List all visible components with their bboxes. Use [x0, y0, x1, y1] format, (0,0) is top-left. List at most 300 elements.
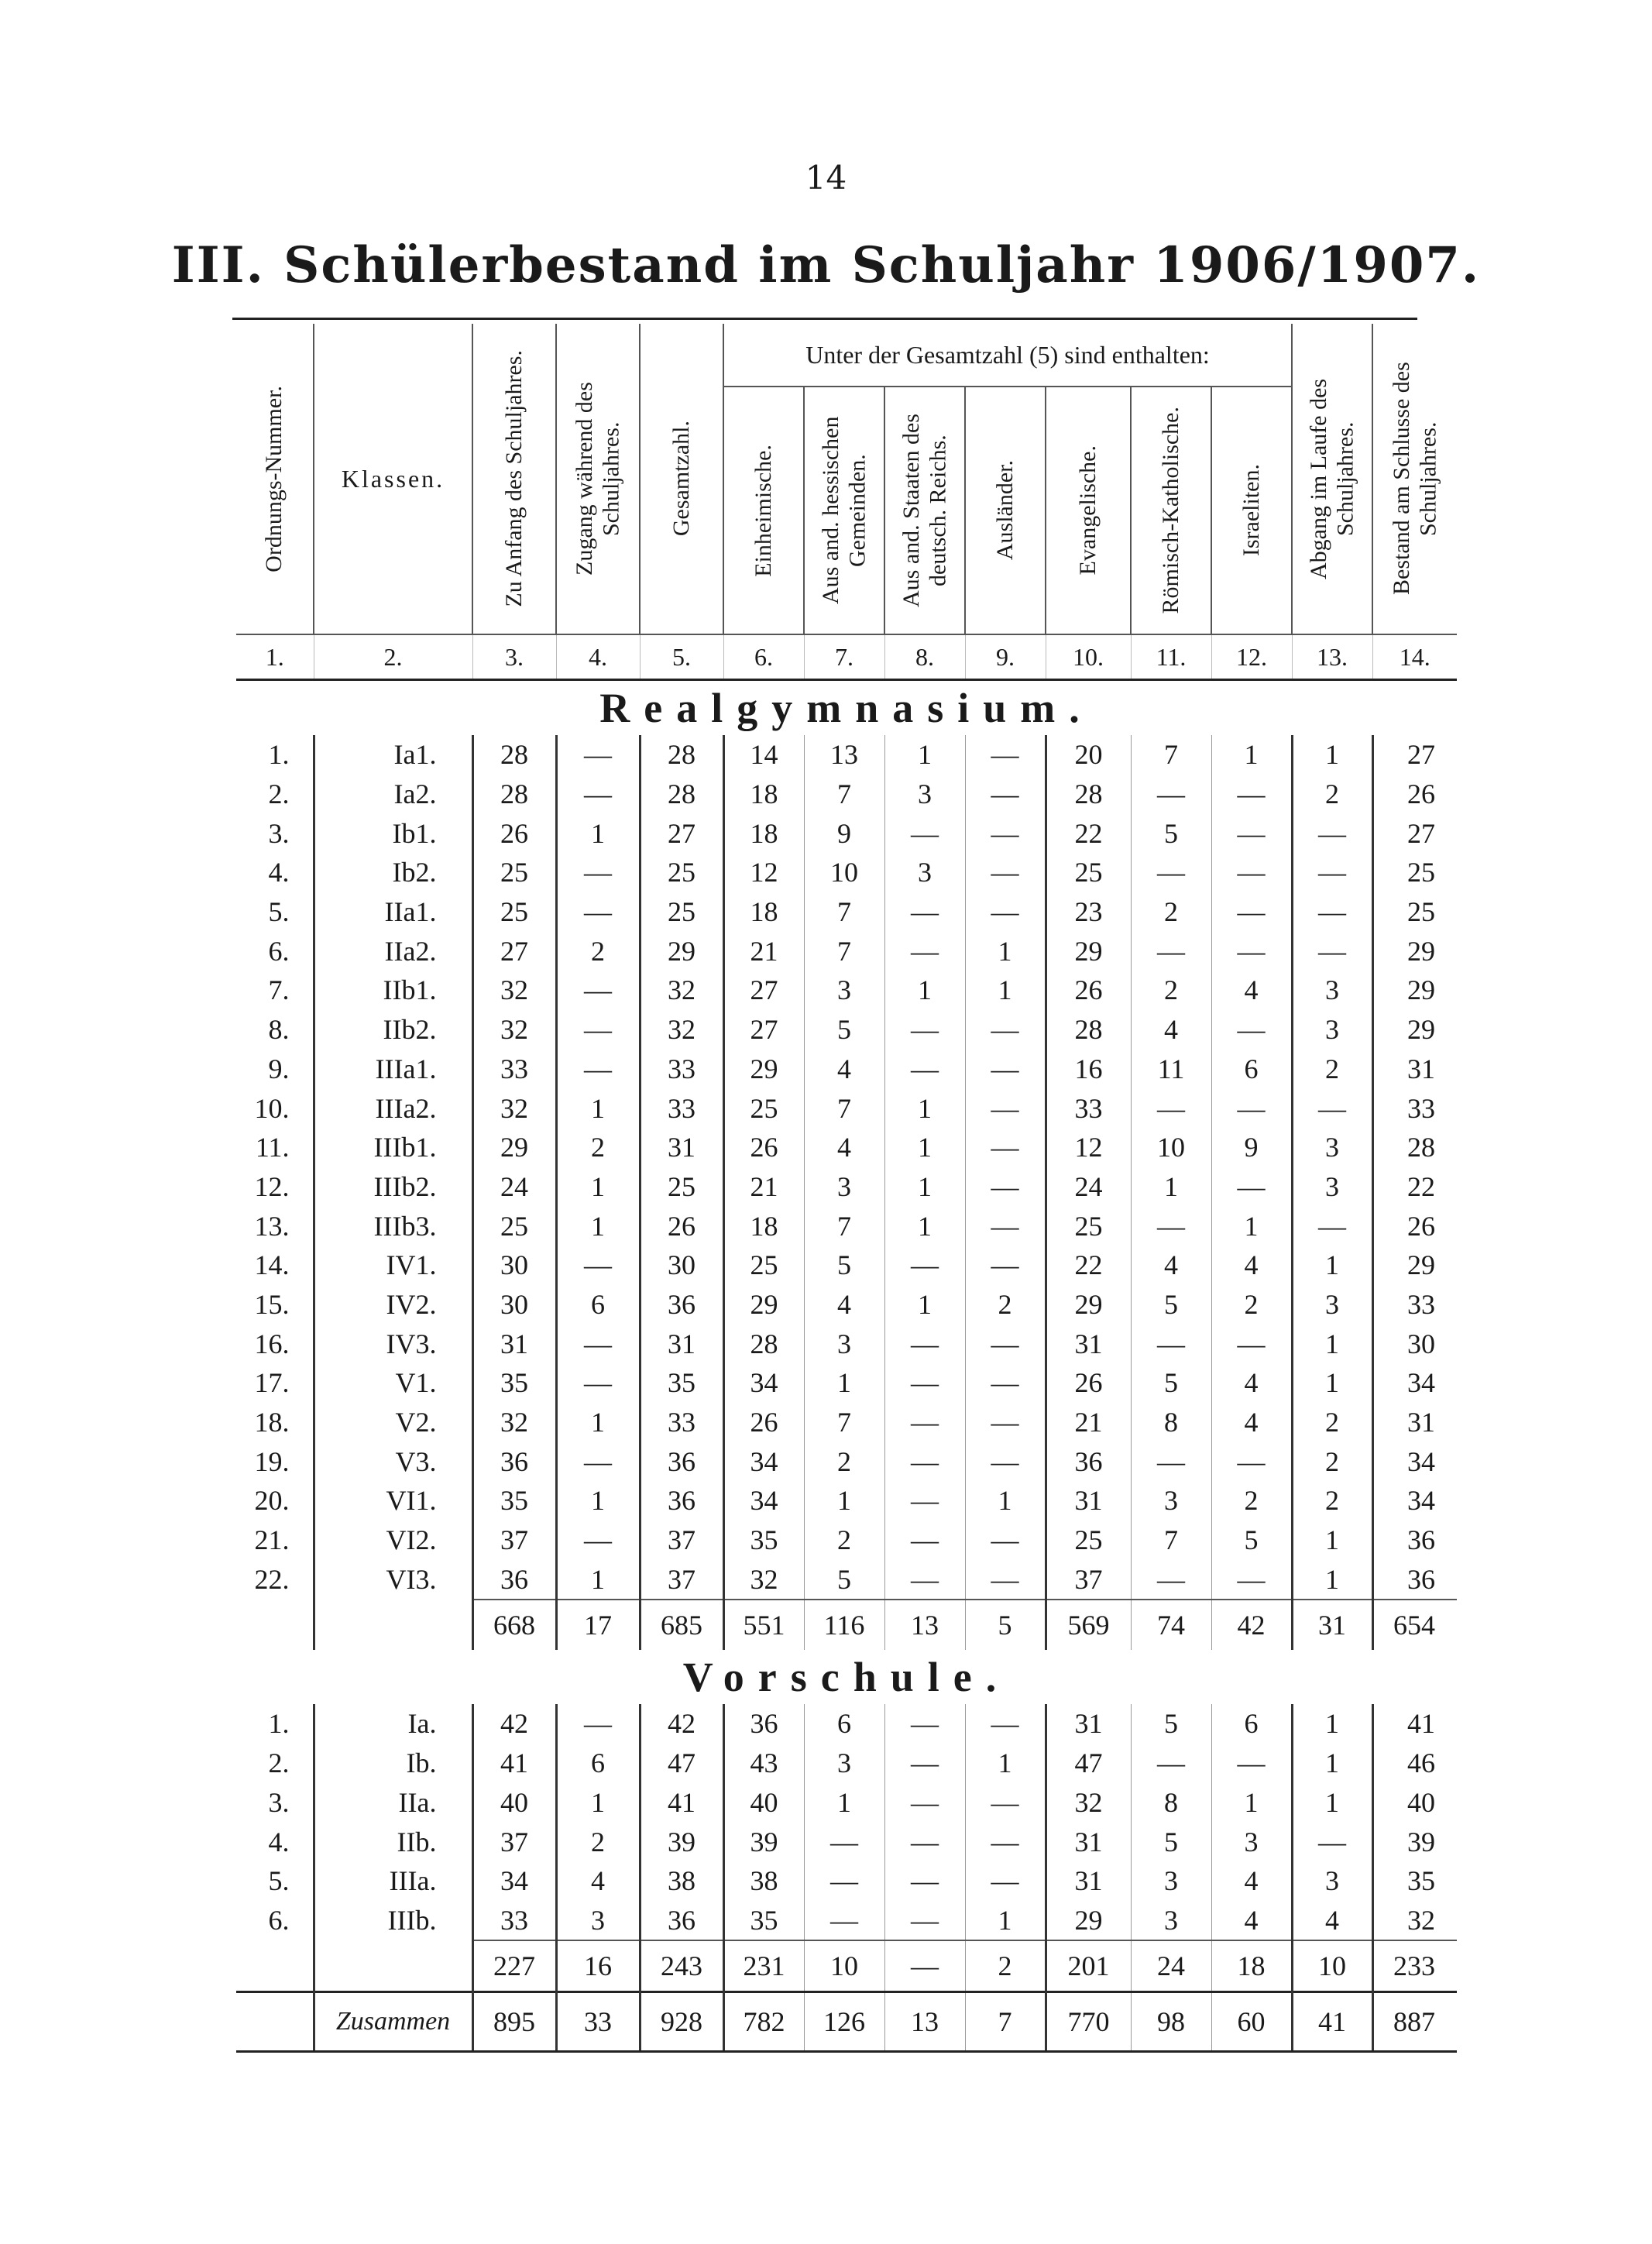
table-cell: —	[884, 1010, 965, 1050]
class-name: IIb.	[314, 1822, 472, 1861]
table-cell: —	[804, 1901, 884, 1941]
header-israeliten: Israeliten.	[1211, 387, 1292, 634]
table-cell: 37	[640, 1521, 723, 1560]
table-cell: 31	[1046, 1861, 1131, 1901]
table-cell: —	[965, 1246, 1046, 1285]
column-number: 7.	[804, 634, 884, 680]
table-cell: 3	[1292, 1285, 1372, 1325]
table-cell: —	[884, 1481, 965, 1521]
table-cell: 5	[804, 1559, 884, 1600]
table-cell: 35	[640, 1363, 723, 1403]
sum-cell: 116	[804, 1600, 884, 1650]
table-row	[236, 1744, 1457, 1783]
table-cell: 37	[472, 1521, 556, 1560]
table-cell: —	[965, 1783, 1046, 1823]
table-cell: 29	[1046, 1901, 1131, 1941]
table-cell: —	[556, 1442, 640, 1481]
sum-cell: 31	[1292, 1600, 1372, 1650]
table-cell: 1	[1211, 1206, 1292, 1246]
sum-cell: 18	[1211, 1940, 1292, 1992]
table-cell: 2	[556, 1128, 640, 1167]
table-cell: 1	[804, 1481, 884, 1521]
table-cell: —	[1211, 1088, 1292, 1128]
table-cell: 5	[1131, 1363, 1211, 1403]
table-cell: 37	[640, 1559, 723, 1600]
total-cell: 7	[965, 1992, 1046, 2052]
row-number: 13.	[236, 1206, 314, 1246]
table-cell: —	[965, 1167, 1046, 1207]
table-cell: —	[1211, 1442, 1292, 1481]
sum-cell: 2	[965, 1940, 1046, 1992]
table-cell: 32	[640, 1010, 723, 1050]
table-cell: 29	[1407, 1014, 1436, 1046]
table-cell: 39	[640, 1822, 723, 1861]
table-cell: 28	[472, 775, 556, 814]
table-cell: 1	[804, 1363, 884, 1403]
row-number: 3.	[236, 1783, 314, 1823]
table-cell: —	[1131, 1324, 1211, 1363]
table-row	[236, 1167, 1457, 1207]
table-cell: 35	[472, 1363, 556, 1403]
table-cell: 30	[472, 1285, 556, 1325]
table-cell: —	[965, 1010, 1046, 1050]
enrollment-table	[236, 324, 1457, 2053]
table-cell: 25	[472, 853, 556, 892]
row-number: 17.	[236, 1363, 314, 1403]
sum-cell: 13	[884, 1600, 965, 1650]
table-cell: 26	[1407, 778, 1436, 810]
table-cell: 36	[1407, 1524, 1436, 1556]
table-cell: 30	[472, 1246, 556, 1285]
table-cell: 2	[1131, 892, 1211, 932]
sum-cell: 654	[1372, 1600, 1457, 1650]
table-row	[236, 931, 1457, 971]
table-cell: 16	[1046, 1050, 1131, 1089]
table-cell: 39	[723, 1822, 804, 1861]
table-cell: 31	[1046, 1481, 1131, 1521]
table-cell: —	[556, 1521, 640, 1560]
table-cell: —	[1131, 1206, 1211, 1246]
table-cell: 5	[1131, 813, 1211, 853]
table-cell: —	[1211, 931, 1292, 971]
table-cell: 29	[1407, 1249, 1436, 1281]
table-cell: 36	[472, 1559, 556, 1600]
table-cell: —	[884, 1704, 965, 1744]
table-cell: —	[556, 892, 640, 932]
table-cell: —	[965, 1861, 1046, 1901]
table-cell: —	[884, 1521, 965, 1560]
table-cell: 43	[723, 1744, 804, 1783]
table-cell: —	[965, 735, 1046, 775]
table-cell: 28	[1407, 1132, 1436, 1163]
table-cell: 21	[723, 931, 804, 971]
table-cell: —	[884, 1363, 965, 1403]
table-cell: 33	[1407, 1288, 1436, 1320]
table-cell: 25	[472, 1206, 556, 1246]
table-row	[236, 1521, 1457, 1560]
table-cell: 33	[1046, 1088, 1131, 1128]
table-row	[236, 1822, 1457, 1861]
table-cell: 1	[965, 1481, 1046, 1521]
empty-cell	[236, 1940, 314, 1992]
table-cell: 35	[723, 1901, 804, 1941]
class-name: Ia.	[314, 1704, 472, 1744]
table-cell: —	[884, 1822, 965, 1861]
table-cell: —	[1292, 1822, 1372, 1861]
empty-cell	[236, 1992, 314, 2052]
table-cell: —	[965, 1088, 1046, 1128]
table-cell: 23	[1046, 892, 1131, 932]
table-cell: 32	[1046, 1783, 1131, 1823]
row-number: 1.	[236, 1704, 314, 1744]
table-cell: —	[1131, 1442, 1211, 1481]
sum-cell: 24	[1131, 1940, 1211, 1992]
row-number: 4.	[236, 853, 314, 892]
table-cell: 33	[640, 1403, 723, 1442]
table-row	[236, 1403, 1457, 1442]
sum-cell: 10	[1292, 1940, 1372, 1992]
table-cell: 28	[640, 775, 723, 814]
table-cell: —	[556, 1010, 640, 1050]
class-name: Ib1.	[314, 813, 472, 853]
row-number: 2.	[236, 775, 314, 814]
table-cell: 29	[472, 1128, 556, 1167]
table-cell: —	[965, 1521, 1046, 1560]
total-cell: 887	[1372, 1992, 1457, 2052]
total-cell: 13	[884, 1992, 965, 2052]
table-cell: 22	[1046, 1246, 1131, 1285]
table-cell: 26	[472, 813, 556, 853]
class-name: VI2.	[314, 1521, 472, 1560]
table-cell: 2	[556, 1822, 640, 1861]
table-cell: 10	[804, 853, 884, 892]
table-cell: 47	[640, 1744, 723, 1783]
table-cell: 33	[640, 1050, 723, 1089]
table-cell: —	[884, 1901, 965, 1941]
table-cell: 29	[1407, 935, 1436, 967]
table-cell: 35	[472, 1481, 556, 1521]
class-name: IIa1.	[314, 892, 472, 932]
table-cell: —	[1131, 1559, 1211, 1600]
sum-cell: 685	[640, 1600, 723, 1650]
table-cell: 41	[1407, 1708, 1436, 1740]
header-deutsche-staaten: Aus and. Staaten des deutsch. Reichs.	[884, 387, 965, 634]
table-cell: —	[965, 1128, 1046, 1167]
table-cell: 1	[556, 1403, 640, 1442]
table-cell: 29	[1046, 1285, 1131, 1325]
table-cell: —	[1131, 775, 1211, 814]
table-cell: —	[1292, 853, 1372, 892]
table-cell: —	[965, 853, 1046, 892]
table-cell: —	[965, 1559, 1046, 1600]
header-row	[236, 324, 1457, 387]
table-cell: 38	[640, 1861, 723, 1901]
table-cell: 36	[640, 1901, 723, 1941]
table-cell: 32	[472, 1403, 556, 1442]
class-name: Ia2.	[314, 775, 472, 814]
section-heading-row	[236, 1650, 1457, 1704]
table-row	[236, 813, 1457, 853]
row-number: 5.	[236, 1861, 314, 1901]
sum-cell: 17	[556, 1600, 640, 1650]
row-number: 16.	[236, 1324, 314, 1363]
table-cell: 40	[472, 1783, 556, 1823]
table-cell: 36	[472, 1442, 556, 1481]
class-name: V3.	[314, 1442, 472, 1481]
table-row	[236, 1206, 1457, 1246]
sum-cell: —	[884, 1940, 965, 1992]
table-cell: 7	[1131, 735, 1211, 775]
table-cell: 1	[884, 735, 965, 775]
row-number: 1.	[236, 735, 314, 775]
table-row	[236, 1088, 1457, 1128]
class-name: IV3.	[314, 1324, 472, 1363]
empty-cell	[236, 1600, 314, 1650]
table-cell: 41	[640, 1783, 723, 1823]
table-cell: —	[965, 892, 1046, 932]
table-cell: 31	[640, 1324, 723, 1363]
table-cell: 5	[804, 1010, 884, 1050]
row-number: 18.	[236, 1403, 314, 1442]
header-einheimische: Einheimische.	[723, 387, 804, 634]
table-cell: —	[1211, 1744, 1292, 1783]
table-cell: 20	[1046, 735, 1131, 775]
table-cell: 7	[804, 1403, 884, 1442]
header-bestand: Bestand am Schlusse des Schuljahres.	[1372, 324, 1457, 634]
table-row	[236, 1363, 1457, 1403]
table-cell: 1	[1292, 1704, 1372, 1744]
table-cell: 29	[1046, 931, 1131, 971]
table-cell: 18	[723, 892, 804, 932]
row-number: 4.	[236, 1822, 314, 1861]
empty-cell	[314, 1940, 472, 1992]
table-cell: —	[1211, 1559, 1292, 1600]
class-name: IV1.	[314, 1246, 472, 1285]
table-cell: 5	[1131, 1285, 1211, 1325]
table-cell: —	[884, 1324, 965, 1363]
class-name: V1.	[314, 1363, 472, 1403]
table-cell: 28	[1046, 775, 1131, 814]
column-number: 5.	[640, 634, 723, 680]
table-cell: 3	[1211, 1822, 1292, 1861]
table-cell: —	[804, 1822, 884, 1861]
row-number: 3.	[236, 813, 314, 853]
table-cell: 1	[1211, 735, 1292, 775]
table-cell: 13	[804, 735, 884, 775]
class-name: IIa2.	[314, 931, 472, 971]
table-cell: 3	[1131, 1861, 1211, 1901]
total-label: Zusammen	[314, 1992, 472, 2052]
table-cell: 31	[472, 1324, 556, 1363]
table-cell: 1	[884, 971, 965, 1010]
table-cell: —	[1211, 1010, 1292, 1050]
table-cell: —	[1292, 892, 1372, 932]
table-cell: 28	[723, 1324, 804, 1363]
table-cell: 24	[1046, 1167, 1131, 1207]
table-cell: —	[556, 1246, 640, 1285]
table-cell: 38	[723, 1861, 804, 1901]
table-row	[236, 1128, 1457, 1167]
table-cell: —	[884, 1050, 965, 1089]
class-name: IV2.	[314, 1285, 472, 1325]
sum-row	[236, 1940, 1457, 1992]
row-number: 6.	[236, 931, 314, 971]
table-cell: 25	[640, 892, 723, 932]
table-cell: 31	[1046, 1324, 1131, 1363]
column-number: 14.	[1372, 634, 1457, 680]
table-cell: 36	[723, 1704, 804, 1744]
table-cell: 24	[472, 1167, 556, 1207]
table-cell: —	[1292, 1088, 1372, 1128]
table-cell: 1	[556, 1088, 640, 1128]
table-cell: 2	[1292, 1403, 1372, 1442]
table-cell: 34	[723, 1481, 804, 1521]
table-row	[236, 1285, 1457, 1325]
sum-cell: 227	[472, 1940, 556, 1992]
table-row	[236, 892, 1457, 932]
table-row	[236, 775, 1457, 814]
table-cell: 3	[1131, 1481, 1211, 1521]
row-number: 7.	[236, 971, 314, 1010]
table-cell: 29	[723, 1285, 804, 1325]
table-row	[236, 1481, 1457, 1521]
row-number: 5.	[236, 892, 314, 932]
table-cell: —	[1211, 1167, 1292, 1207]
table-cell: 3	[804, 1167, 884, 1207]
table-cell: 25	[1046, 1206, 1131, 1246]
table-cell: 34	[1407, 1485, 1436, 1517]
column-number: 13.	[1292, 634, 1372, 680]
table-cell: —	[556, 1050, 640, 1089]
table-cell: 12	[723, 853, 804, 892]
table-cell: 37	[1046, 1559, 1131, 1600]
table-cell: 1	[556, 1167, 640, 1207]
header-auslaender: Ausländer.	[965, 387, 1046, 634]
table-cell: 33	[1407, 1092, 1436, 1124]
table-cell: —	[884, 1783, 965, 1823]
table-cell: 25	[472, 892, 556, 932]
table-cell: —	[884, 813, 965, 853]
table-cell: —	[965, 1206, 1046, 1246]
table-cell: —	[1292, 813, 1372, 853]
table-cell: 25	[640, 853, 723, 892]
table-cell: 6	[556, 1285, 640, 1325]
table-cell: 4	[1211, 1403, 1292, 1442]
class-name: VI3.	[314, 1559, 472, 1600]
table-cell: 36	[1407, 1563, 1436, 1595]
column-number: 4.	[556, 634, 640, 680]
row-number: 9.	[236, 1050, 314, 1089]
table-cell: 1	[1292, 1363, 1372, 1403]
table-cell: 26	[1046, 1363, 1131, 1403]
table-cell: 1	[556, 1559, 640, 1600]
table-cell: 34	[723, 1363, 804, 1403]
class-name: IIIa2.	[314, 1088, 472, 1128]
class-name: IIIb.	[314, 1901, 472, 1941]
table-cell: 27	[723, 1010, 804, 1050]
column-number: 11.	[1131, 634, 1211, 680]
class-name: VI1.	[314, 1481, 472, 1521]
empty-cell	[314, 1600, 472, 1650]
row-number: 19.	[236, 1442, 314, 1481]
table-cell: 3	[884, 853, 965, 892]
table-cell: 27	[723, 971, 804, 1010]
table-cell: 41	[472, 1744, 556, 1783]
sum-cell: 5	[965, 1600, 1046, 1650]
table-cell: 34	[1407, 1367, 1436, 1399]
table-cell: 18	[723, 1206, 804, 1246]
table-cell: 4	[1211, 1363, 1292, 1403]
row-number: 14.	[236, 1246, 314, 1285]
table-cell: 2	[1211, 1285, 1292, 1325]
total-cell: 41	[1292, 1992, 1372, 2052]
table-cell: —	[556, 735, 640, 775]
table-cell: 4	[1211, 1246, 1292, 1285]
row-number: 20.	[236, 1481, 314, 1521]
table-cell: 25	[1407, 896, 1436, 928]
table-cell: 36	[640, 1442, 723, 1481]
table-cell: 2	[1292, 1050, 1372, 1089]
sum-row	[236, 1600, 1457, 1650]
table-cell: 27	[472, 931, 556, 971]
table-cell: 1	[884, 1088, 965, 1128]
table-cell: 31	[640, 1128, 723, 1167]
table-cell: 34	[723, 1442, 804, 1481]
table-cell: 46	[1407, 1747, 1436, 1779]
row-number: 11.	[236, 1128, 314, 1167]
table-cell: 4	[1211, 971, 1292, 1010]
table-cell: 27	[640, 813, 723, 853]
table-cell: 4	[556, 1861, 640, 1901]
sum-cell: 668	[472, 1600, 556, 1650]
table-cell: —	[965, 813, 1046, 853]
table-cell: 39	[1407, 1826, 1436, 1857]
table-cell: 25	[1046, 853, 1131, 892]
table-cell: 4	[1131, 1010, 1211, 1050]
total-cell: 770	[1046, 1992, 1131, 2052]
table-cell: 4	[1211, 1901, 1292, 1941]
table-cell: —	[1211, 775, 1292, 814]
class-name: IIa.	[314, 1783, 472, 1823]
table-cell: 1	[1292, 1559, 1372, 1600]
table-cell: 4	[804, 1128, 884, 1167]
table-cell: 36	[640, 1285, 723, 1325]
table-cell: 2	[1292, 775, 1372, 814]
row-number: 12.	[236, 1167, 314, 1207]
header-hessische-gemeinden: Aus and. hessischen Gemeinden.	[804, 387, 884, 634]
table-cell: —	[884, 892, 965, 932]
header-roemisch-katholische: Römisch-Katholische.	[1131, 387, 1211, 634]
table-cell: 3	[1131, 1901, 1211, 1941]
sum-cell: 16	[556, 1940, 640, 1992]
table-cell: 28	[1046, 1010, 1131, 1050]
table-cell: 29	[723, 1050, 804, 1089]
table-row	[236, 1442, 1457, 1481]
header-zugang: Zugang während des Schuljahres.	[556, 324, 640, 634]
row-number: 21.	[236, 1521, 314, 1560]
table-cell: —	[965, 1363, 1046, 1403]
table-cell: 1	[556, 1481, 640, 1521]
table-cell: 33	[472, 1901, 556, 1941]
sum-cell: 551	[723, 1600, 804, 1650]
table-cell: 47	[1046, 1744, 1131, 1783]
table-cell: 1	[1292, 1324, 1372, 1363]
table-cell: 18	[723, 775, 804, 814]
table-cell: 30	[640, 1246, 723, 1285]
table-body	[236, 680, 1457, 2052]
table-cell: 4	[804, 1050, 884, 1089]
table-cell: 26	[723, 1128, 804, 1167]
